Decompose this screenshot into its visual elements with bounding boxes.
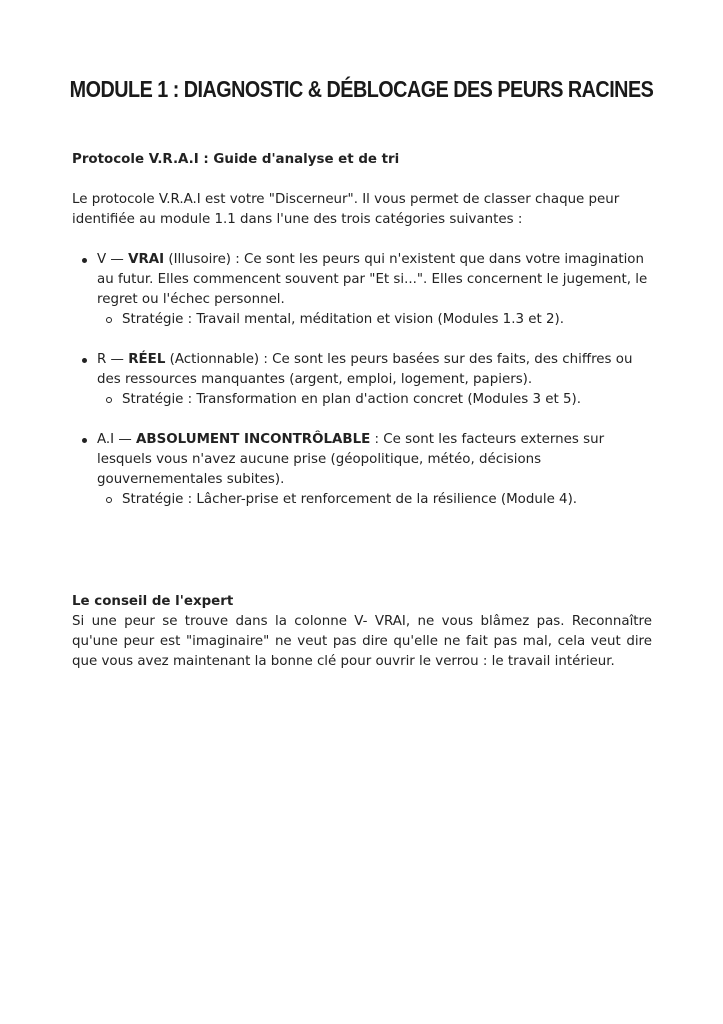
protocol-section [72,150,652,530]
category-label: ABSOLUMENT INCONTRÔLABLE [136,432,371,447]
category-item-vrai [72,250,652,330]
category-prefix: R — [97,352,129,367]
strategy-item: Stratégie : Travail mental, méditation et vision (Modules 1.3 et 2). [97,310,652,330]
category-label: VRAI [128,252,165,267]
category-label: RÉEL [128,352,166,367]
strategy-list [97,490,652,510]
category-description: : Ce sont les facteurs externes sur lesquels vous n'avez aucune prise (géopolitique, météo, décisions gouvernementales subites). [97,432,605,487]
strategy-list [97,390,652,410]
category-item-absolument-incontrolable [72,430,652,510]
category-prefix: A.I — [97,432,137,447]
expert-advice-section [72,592,652,672]
expert-paragraph: Si une peur se trouve dans la colonne V- VRAI, ne vous blâmez pas. Reconnaître qu'une peur est "imaginaire" ne veut pas dire qu'elle ne fait pas mal, cela veut dire que vous avez maintenant la bonne clé pour ouvrir le verrou : le travail intérieur. [72,614,652,669]
category-description: (Illusoire) : Ce sont les peurs qui n'existent que dans votre imagination au futur. Elles commencent souvent par "Et si...". Elles concernent le jugement, le regret ou l'échec personnel. [97,252,648,307]
intro-paragraph: Le protocole V.R.A.I est votre "Discerneur". Il vous permet de classer chaque peur identifiée au module 1.1 dans l'une des trois catégories suivantes : [72,192,620,227]
expert-heading: Le conseil de l'expert [72,594,234,609]
strategy-item: Stratégie : Transformation en plan d'action concret (Modules 3 et 5). [97,390,652,410]
strategy-list [97,310,652,330]
strategy-item: Stratégie : Lâcher-prise et renforcement de la résilience (Module 4). [97,490,652,510]
category-list [72,250,652,510]
section-subheading: Protocole V.R.A.I : Guide d'analyse et de tri [72,152,400,167]
category-description: (Actionnable) : Ce sont les peurs basées sur des faits, des chiffres ou des ressources manquantes (argent, emploi, logement, papiers). [97,352,633,387]
category-prefix: V — [97,252,129,267]
page-title: MODULE 1 : DIAGNOSTIC & DÉBLOCAGE DES PEURS RACINES [69,76,654,102]
category-item-reel [72,350,652,410]
